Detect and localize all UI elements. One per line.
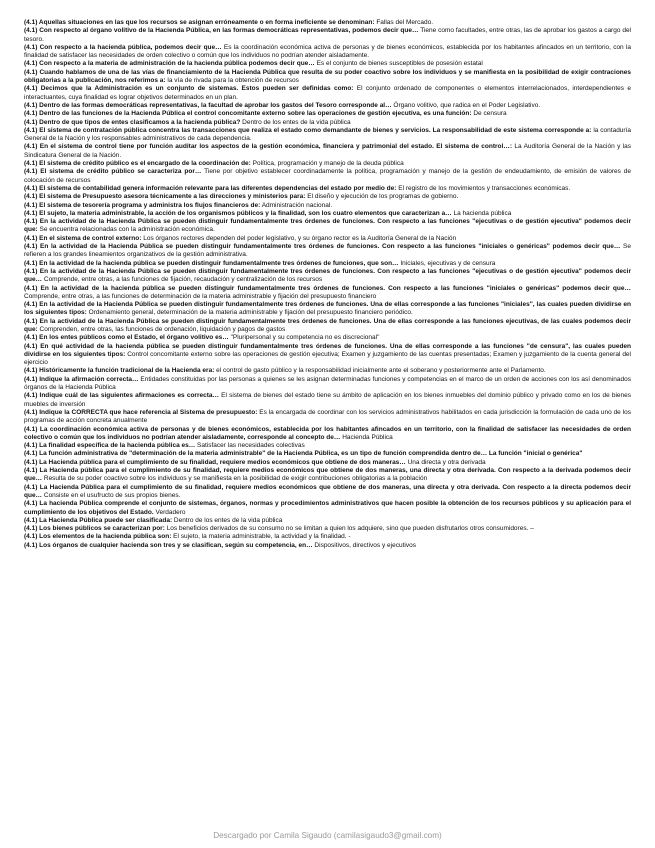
answer-text: Comprende, entre otras, a las funciones de fijación, recaudación y centralización de los recursos <box>42 276 323 284</box>
answer-text: Se encuentra relacionadas con la administración económica. <box>37 226 215 234</box>
question-entry <box>24 459 631 467</box>
answer-text: Iniciales, ejecutivas y de censura <box>398 259 496 267</box>
question-list <box>24 19 631 550</box>
question-text: (4.1) Los órganos de cualquier hacienda son tres y se clasifican, según su competencia, en… <box>24 541 313 549</box>
question-entry <box>24 500 631 517</box>
question-text: (4.1) Con respecto a la materia de administración de la hacienda pública podemos decir que… <box>24 60 315 68</box>
question-text: (4.1) Dentro de que tipos de entes clasificamos a la hacienda pública? <box>24 118 241 126</box>
answer-text: El conjunto ordenado de componentes o elementos interrelacionados, interdependientes e interactuantes, cuya finalidad es lograr objetivos determinados en un plan. <box>24 85 631 101</box>
question-text: (4.1) Indique cuál de las siguientes afirmaciones es correcta… <box>24 392 219 400</box>
question-entry <box>24 110 631 118</box>
question-entry <box>24 193 631 201</box>
answer-text: "Pluripersonal y su competencia no es discrecional" <box>228 334 380 342</box>
question-entry <box>24 102 631 110</box>
question-entry <box>24 334 631 342</box>
question-text: (4.1) Decimos que la Administración es un conjunto de sistemas. Estos pueden ser definidas como: <box>24 85 354 93</box>
question-entry <box>24 484 631 501</box>
answer-text: Comprenden, entre otras, las funciones de ordenación, liquidación y pagos de gastos <box>37 325 286 333</box>
answer-text: Es el conjunto de bienes susceptibles de posesión estatal <box>314 60 483 68</box>
question-text: (4.1) En qué actividad de la hacienda pública se pueden distinguir fundamentalmente tres órdenes de funciones. Una de ellas corresponde a las funciones "de censura", las cuales pueden dividirse en los siguientes tipos: <box>24 342 631 358</box>
question-entry <box>24 60 631 68</box>
question-text: (4.1) El sistema de tesorería programa y administra los flujos financieros de: <box>24 201 261 209</box>
answer-text: Satisfacer las necesidades colectivas <box>195 442 305 450</box>
question-text: (4.1) El sistema de contratación pública concentra las transacciones que realiza el estado como demandante de bienes y servicios. La responsabilidad de este sistema corresponde a: <box>24 126 592 134</box>
question-text: (4.1) El sistema de contabilidad genera información relevante para las diferentes dependencias del estado por medio de: <box>24 184 397 192</box>
answer-text: Dispositivos, directivos y ejecutivos <box>312 541 416 549</box>
question-entry <box>24 119 631 127</box>
question-text: (4.1) En la actividad de la Hacienda Pública se pueden distinguir fundamentalmente tres órdenes de funciones. Con respecto a las funciones "iniciales o genéricas" podemos decir que… <box>24 243 621 251</box>
question-entry <box>24 533 631 541</box>
question-entry <box>24 202 631 210</box>
question-text: (4.1) Con respecto al órgano volitivo de la Hacienda Pública, en las formas democráticas representativas, podemos decir que… <box>24 27 419 35</box>
question-text: (4.1) La Hacienda Pública puede ser clasificada: <box>24 516 173 524</box>
question-text: (4.1) La Hacienda Pública para el cumplimiento de su finalidad, requiere medios económicos que obtiene de dos maneras, una directa y otra derivada. Con respecto a la directa podemos decir que… <box>24 483 631 499</box>
answer-text: Comprende, entre otras, a las funciones de determinación de la materia administrable y fijación del presupuesto financiero <box>24 292 377 300</box>
question-text: (4.1) En los entes públicos como el Estado, el órgano volitivo es… <box>24 334 229 342</box>
question-entry <box>24 235 631 243</box>
answer-text: Órgano volitivo, que radica en el Poder Legislativo. <box>391 101 541 109</box>
answer-text: Fallas del Mercado. <box>374 19 434 26</box>
question-text: (4.1) Indique la CORRECTA que hace referencia al Sistema de presupuesto: <box>24 408 258 416</box>
answer-text: De censura <box>471 110 507 118</box>
question-entry <box>24 260 631 268</box>
answer-text: Entidades constituidas por las personas a quienes se les asignan determinadas funciones y competencias en el marco de un orden de acciones con los así denominados órganos de la Hacienda Pública <box>24 375 631 392</box>
question-entry <box>24 367 631 375</box>
answer-text: Los órganos rectores dependen del poder legislativo, y su órgano rector es la Auditoría General de la Nación <box>141 234 457 242</box>
question-text: (4.1) El sujeto, la materia administrable, la acción de los organismos públicos y la finalidad, son los cuatro elementos que caracterizan a… <box>24 209 452 217</box>
question-text: (4.1) Cuando hablamos de una de las vías de financiamiento de la Hacienda Pública que resulta de su poder coactivo sobre los individuos y se manifiesta en la posibilidad de exigir contraciones obligatorias a la publicación, nos referimos a: <box>24 68 631 85</box>
question-text: (4.1) Dentro de las formas democráticas representativas, la facultad de aprobar los gastos del Tesoro corresponde al… <box>24 101 392 109</box>
question-entry <box>24 442 631 450</box>
question-entry <box>24 27 631 44</box>
answer-text: Dentro de los entes de la vida pública <box>240 118 351 126</box>
question-entry <box>24 517 631 525</box>
answer-text: Resulta de su poder coactivo sobre los individuos y se manifiesta en la posibilidad de exigir contribuciones obligatorias a la población <box>42 475 428 483</box>
question-entry <box>24 69 631 86</box>
answer-text: Administración nacional. <box>260 201 333 209</box>
answer-text: Control concomitante externo sobre las operaciones de gestión ejecutiva; Examen y juzgamiento de las cuentas presentadas; Examen y juzgamiento de la cuenta general del ejercicio <box>24 350 631 367</box>
question-text: (4.1) Históricamente la función tradicional de la Hacienda era: <box>24 367 215 375</box>
question-entry <box>24 218 631 235</box>
question-entry <box>24 426 631 443</box>
answer-text: La hacienda pública <box>451 209 512 217</box>
answer-text: Los beneficios derivados de su consumo no se limitan a quien los adquiere, sino que pueden disfrutarlos otros consumidores. – <box>164 525 534 533</box>
question-entry <box>24 19 631 27</box>
question-entry <box>24 318 631 335</box>
answer-text: La Auditoría General de la Nación y las Sindicatura General de la Nación. <box>24 143 631 159</box>
answer-text: El registro de los movimientos y transacciones económicas. <box>396 184 571 192</box>
question-text: (4.1) En la actividad de la hacienda pública se pueden distinguir fundamentalmente tres órdenes de funciones, que son… <box>24 259 399 267</box>
question-entry <box>24 542 631 550</box>
question-text: (4.1) La coordinación económica activa de personas y de bienes económicos, establecida por los habitantes afincados en un territorio, con la finalidad de satisfacer las necesidades de orden colectivo o común que los individuos no podrían atender aisladamente, corresponde al concepto de… <box>24 425 631 441</box>
question-text: (4.1) Indique la afirmación correcta… <box>24 375 139 383</box>
question-text: (4.1) En la actividad de la Hacienda Pública se pueden distinguir fundamentalmente tres órdenes de funciones. Una de ellas corresponde a las funciones ejecutivas, de las cuales podemos decir que: <box>24 317 631 333</box>
question-text: (4.1) El sistema de crédito público es el encargado de la coordinación de: <box>24 160 251 168</box>
question-entry <box>24 343 631 368</box>
question-text: (4.1) En la actividad de la Hacienda Pública se pueden distinguir fundamentalmente tres órdenes de funciones. Con respecto a las funciones "ejecutivas o de gestión ejecutiva" podemos decir que: <box>24 218 631 234</box>
answer-text: El sistema de bienes del estado tiene su ámbito de aplicación en los bienes inmuebles del dominio público y privado como en los de bienes muebles de inversión <box>24 392 632 408</box>
question-text: (4.1) La finalidad específica de la hacienda pública es… <box>24 442 196 450</box>
question-entry <box>24 450 631 458</box>
answer-text: El sujeto, la materia administrable, la actividad y la finalidad. - <box>171 533 351 541</box>
question-entry <box>24 409 631 426</box>
question-text: (4.1) En la actividad de la Hacienda Pública se pueden distinguir fundamentalmente tres órdenes de funciones. Una de ellas corresponde a las funciones "iniciales", las cuales pueden dividirse en los siguientes tipos: <box>24 301 631 317</box>
question-entry <box>24 185 631 193</box>
question-entry <box>24 160 631 168</box>
question-text: (4.1) En el sistema de control externo: <box>24 234 142 242</box>
question-entry <box>24 85 631 102</box>
answer-text: El diseño y ejecución de los programas de gobierno. <box>305 193 459 201</box>
question-entry <box>24 525 631 533</box>
answer-text: Es la encargada de coordinar con los servicios administrativos habilitados en cada jurisdicción la formulación de cada uno de los programas de acción concreta anualmente <box>24 408 631 425</box>
answer-text: Tiene por objetivo establecer coordinadamente la política, programación y manejo de la gestión de endeudamiento, de emisión de valores de colocación de recursos <box>24 168 631 184</box>
answer-text: Tiene como facultades, entre otras, las de aprobar los gastos a cargo del tesoro. <box>24 27 631 43</box>
question-text: (4.1) Dentro de las funciones de la Hacienda Pública el control concomitante externo sobre las operaciones de gestión ejecutiva, es una función: <box>24 110 472 118</box>
question-text: (4.1) La función administrativa de "determinación de la materia administrable" de la Hacienda Pública, es un tipo de función comprendida dentro de… La función "inicial o genérica" <box>24 450 583 458</box>
question-text: (4.1) En la actividad de la hacienda pública se pueden distinguir fundamentalmente tres órdenes de funciones. Con respecto a las funciones "iniciales o genéricas" podemos decir que… <box>24 284 631 292</box>
answer-text: Hacienda Pública <box>340 433 393 441</box>
question-entry <box>24 168 631 185</box>
question-text: (4.1) En el sistema de control tiene por función auditar los aspectos de la gestión económica, financiera y patrimonial del estado. El sistema de control…: <box>24 143 512 151</box>
question-text: (4.1) La Hacienda pública para el cumplimiento de su finalidad, requiere medios económicos que obtiene de dos maneras, una directa y otra derivada. Con respecto a la derivada podemos decir que… <box>24 467 631 483</box>
answer-text: Consiste en el usufructo de sus propios bienes. <box>42 491 181 499</box>
question-entry <box>24 143 631 160</box>
question-text: (4.1) La hacienda Pública comprende el conjunto de sistemas, órganos, normas y procedimientos administrativos que hacen posible la obtención de los recursos públicos y su aplicación para el cumplimiento de los objetivos del Estado. <box>24 500 631 516</box>
question-text: (4.1) Los bienes públicos se caracterizan por: <box>24 525 165 533</box>
download-footer: Descargado por Camila Sigaudo (camilasigaudo3@gmail.com) <box>213 831 442 840</box>
question-text: (4.1) La Hacienda pública para el cumplimiento de su finalidad, requiere medios económicos que obtiene de dos maneras… <box>24 458 406 466</box>
question-text: (4.1) Aquellas situaciones en las que los recursos se asignan erróneamente o en forma ineficiente se denominan: <box>24 19 375 26</box>
answer-text: la vía de rivada para la obtención de recursos <box>165 77 299 85</box>
answer-text: Una directa y otra derivada <box>405 458 486 466</box>
question-entry <box>24 210 631 218</box>
question-entry <box>24 467 631 484</box>
question-entry <box>24 268 631 285</box>
question-entry <box>24 44 631 61</box>
question-entry <box>24 392 631 409</box>
answer-text: Es la coordinación económica activa de personas y de bienes económicos, establecida por los habitantes afincados en un territorio, con la finalidad de satisfacer las necesidades de orden colectivo o común que los individuos no podrían atender aisladamente. <box>24 43 631 60</box>
question-text: (4.1) Los elementos de la hacienda pública son: <box>24 533 172 541</box>
answer-text: la contaduría General de la Nación y los responsables administrativos de cada dependencia. <box>24 126 632 143</box>
answer-text: el control de gasto público y la responsabilidad inicialmente ante el soberano y posteriormente ante el Parlamento. <box>214 367 546 375</box>
question-text: (4.1) El sistema de crédito público se caracteriza por… <box>24 168 202 176</box>
question-text: (4.1) Con respecto a la hacienda pública, podemos decir que… <box>24 43 222 51</box>
answer-text: Ordenamiento general, determinación de la materia administrable y fijación del presupuesto financiero periódico. <box>86 309 413 317</box>
question-entry <box>24 243 631 260</box>
answer-text: Se refieren a los grandes lineamientos organizativos de la gestión administrativa. <box>24 243 631 259</box>
answer-text: Dentro de los entes de la vida pública <box>172 516 283 524</box>
question-text: (4.1) El sistema de Presupuesto asesora técnicamente a las direcciones y ministerios para: <box>24 193 306 201</box>
answer-text: Verdadero <box>153 508 186 516</box>
answer-text: Política, programación y manejo de la deuda pública <box>250 160 404 168</box>
question-entry <box>24 127 631 144</box>
question-entry <box>24 376 631 393</box>
question-entry <box>24 301 631 318</box>
question-entry <box>24 285 631 302</box>
question-text: (4.1) En la actividad de la Hacienda Pública se pueden distinguir fundamentalmente tres órdenes de funciones. Con respecto a las funciones "ejecutivas o de gestión ejecutiva" podemos decir que… <box>24 267 631 284</box>
